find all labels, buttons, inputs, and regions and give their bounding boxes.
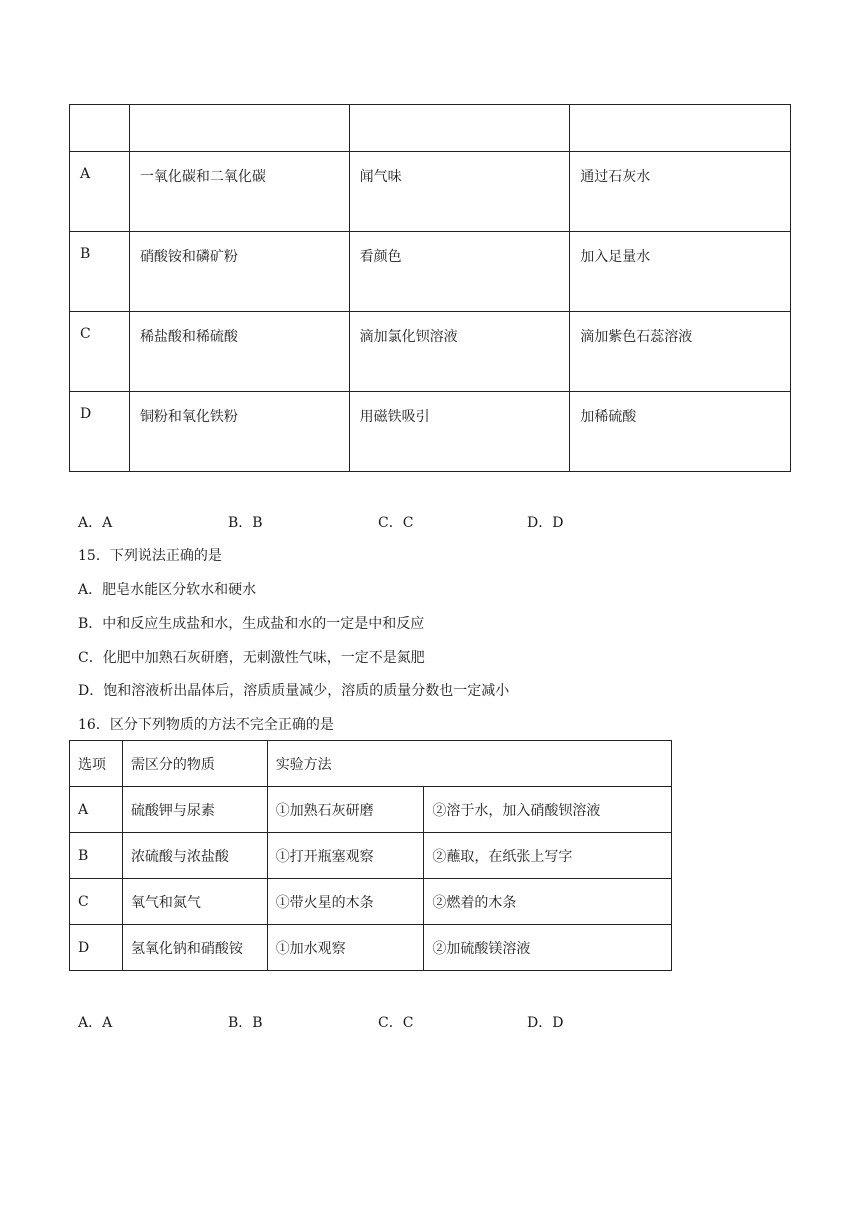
table-cell: 氧气和氮气 [122, 879, 267, 925]
table-cell: 稀盐酸和稀硫酸 [129, 312, 349, 392]
table-cell: ②燃着的木条 [424, 879, 672, 925]
table-cell: 滴加氯化钡溶液 [349, 312, 570, 392]
table-cell: B [70, 232, 130, 312]
table-row [70, 925, 672, 971]
table-cell: ①打开瓶塞观察 [267, 833, 424, 879]
table-header-row [70, 741, 672, 787]
table-cell: 铜粉和氧化铁粉 [129, 392, 349, 472]
table-cell: ②溶于水，加入硝酸钡溶液 [424, 787, 672, 833]
option-b[interactable]: B．B [228, 1015, 263, 1031]
option-d[interactable]: D．D [527, 515, 564, 531]
table-row [70, 392, 791, 472]
q14-options [78, 512, 678, 532]
table-header-cell: 选项 [70, 741, 123, 787]
table-cell: C [70, 879, 123, 925]
q16-options [78, 1012, 678, 1032]
table-cell: 通过石灰水 [570, 152, 791, 232]
table-row [70, 879, 672, 925]
table-cell: ①加水观察 [267, 925, 424, 971]
table-cell: 硝酸铵和磷矿粉 [129, 232, 349, 312]
table-cell: C [70, 312, 130, 392]
table-cell: 氢氧化钠和硝酸铵 [122, 925, 267, 971]
q16-table [69, 740, 672, 971]
q15-choice-c[interactable]: C．化肥中加熟石灰研磨，无刺激性气味，一定不是氮肥 [78, 650, 425, 666]
q15-choice-b[interactable]: B．中和反应生成盐和水，生成盐和水的一定是中和反应 [78, 616, 425, 632]
q16-stem: 16．区分下列物质的方法不完全正确的是 [78, 717, 334, 733]
table-cell: 加稀硫酸 [570, 392, 791, 472]
q15-stem: 15．下列说法正确的是 [78, 548, 222, 564]
q15-choice-a[interactable]: A．肥皂水能区分软水和硬水 [78, 582, 257, 598]
option-c[interactable]: C．C [378, 1015, 414, 1031]
table-cell: 用磁铁吸引 [349, 392, 570, 472]
table-cell: ①加熟石灰研磨 [267, 787, 424, 833]
option-a[interactable]: A．A [78, 1015, 113, 1031]
table-row [70, 312, 791, 392]
option-c[interactable]: C．C [378, 515, 414, 531]
table-cell: D [70, 392, 130, 472]
table-row [70, 152, 791, 232]
table-cell: A [70, 787, 123, 833]
option-d[interactable]: D．D [527, 1015, 564, 1031]
table-cell: 浓硫酸与浓盐酸 [122, 833, 267, 879]
table-cell: 一氧化碳和二氧化碳 [129, 152, 349, 232]
table-cell [129, 105, 349, 152]
table-cell: ①带火星的木条 [267, 879, 424, 925]
table-cell: 看颜色 [349, 232, 570, 312]
table-row [70, 833, 672, 879]
table-cell: A [70, 152, 130, 232]
table-cell [570, 105, 791, 152]
table-cell: 滴加紫色石蕊溶液 [570, 312, 791, 392]
option-a[interactable]: A．A [78, 515, 113, 531]
table-cell: 硫酸钾与尿素 [122, 787, 267, 833]
q14-table [69, 104, 791, 472]
q15-choice-d[interactable]: D．饱和溶液析出晶体后，溶质质量减少，溶质的质量分数也一定减小 [78, 683, 510, 699]
option-b[interactable]: B．B [228, 515, 263, 531]
table-cell: B [70, 833, 123, 879]
table-cell: ②加硫酸镁溶液 [424, 925, 672, 971]
table-header-row [70, 105, 791, 152]
table-header-cell: 实验方法 [267, 741, 671, 787]
table-cell [70, 105, 130, 152]
table-cell: 闻气味 [349, 152, 570, 232]
table-cell: D [70, 925, 123, 971]
table-cell: 加入足量水 [570, 232, 791, 312]
table-header-cell: 需区分的物质 [122, 741, 267, 787]
table-cell: ②蘸取，在纸张上写字 [424, 833, 672, 879]
table-row [70, 787, 672, 833]
table-row [70, 232, 791, 312]
table-cell [349, 105, 570, 152]
